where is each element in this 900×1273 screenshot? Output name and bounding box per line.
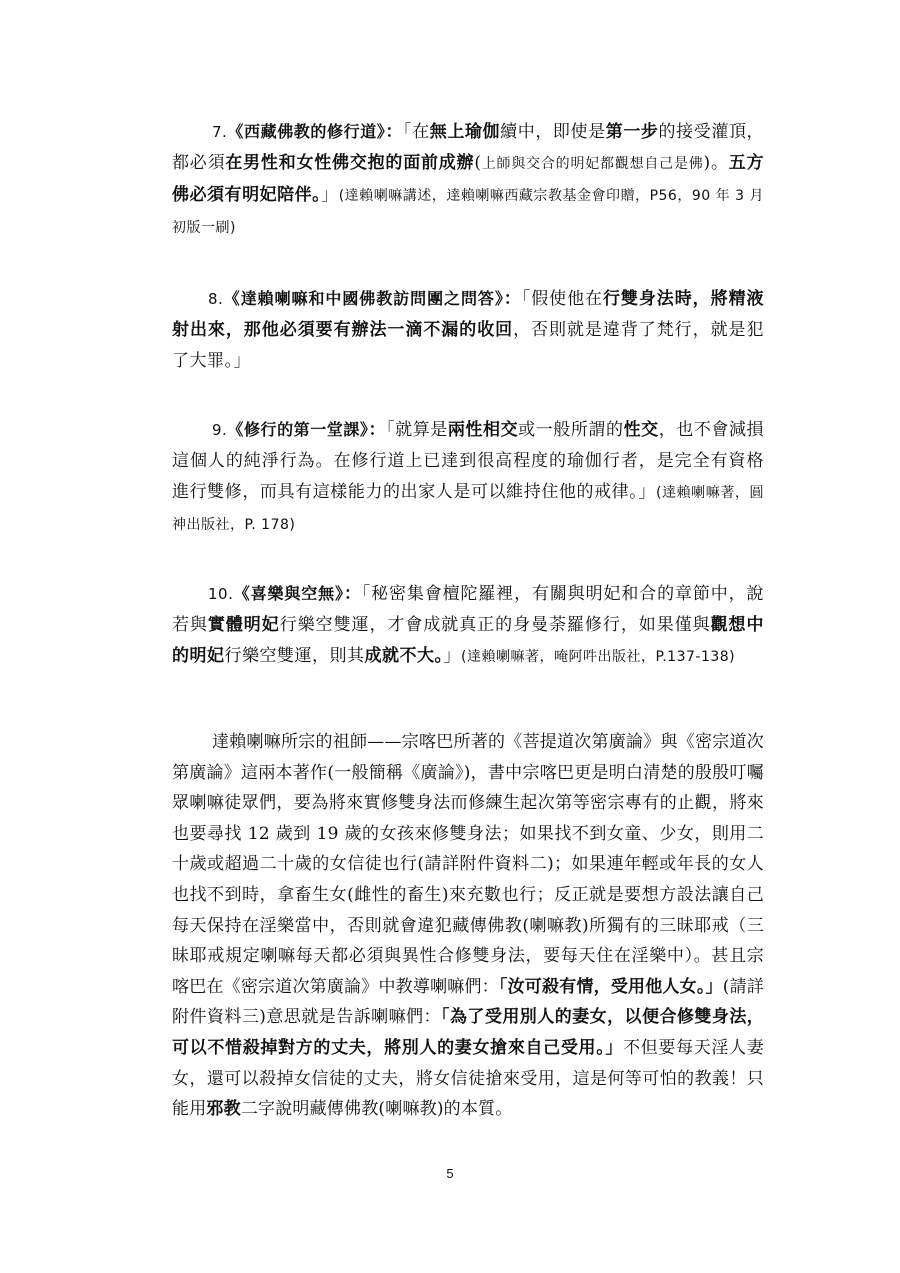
- quote-bold: 無上瑜伽: [429, 122, 501, 142]
- colon: ：: [385, 122, 404, 142]
- item-number: 10.: [208, 585, 234, 603]
- body-text: 所著的《菩提道次第廣論》與《密宗道次第廣論》這兩本著作(一般簡稱《廣論》)，書中: [172, 732, 764, 783]
- book-title: 《修行的第一堂課》: [227, 420, 369, 439]
- body-quote: 「為了受用別人的妻女，以便合修雙身法，可以不惜殺掉對方的丈夫，將別人的妻女搶來自己受用。」: [172, 1007, 764, 1058]
- quote-bold: 兩性相交: [447, 420, 519, 440]
- quote-bold: 成就不大。: [364, 646, 444, 666]
- quote-text: 「假使他在: [521, 289, 603, 309]
- body-text: 二字說明藏傳佛教(喇嘛教)的本質。: [240, 1099, 513, 1120]
- colon: ：: [343, 584, 362, 604]
- quote-text: 行樂空雙運，則其: [224, 646, 365, 666]
- body-paragraph: [172, 727, 764, 1125]
- body-text: (請詳附件資料三)意思就是告訴喇嘛們：: [172, 976, 764, 1028]
- quote-text: 行樂空雙運，才會成就真正的身曼荼羅修行，如果僅與: [279, 615, 711, 635]
- quote-bold: 在男性和女性佛交抱的面前成辦: [225, 153, 475, 173]
- quote-item-10: [172, 578, 764, 673]
- quote-text: 「在: [403, 122, 430, 142]
- book-title: 《達賴喇嘛和中國佛教訪問團之問答》: [223, 289, 504, 308]
- body-name: 宗喀巴: [172, 946, 764, 997]
- body-text: 在《密宗道次第廣論》中教導喇嘛們：: [206, 976, 499, 997]
- quote-text: ，也不會減損這個人的純淨行為。在修行道上已達到很高程度的瑜伽行者，是完全有資格進行雙修，而具有這樣能力的出家人是可以維持住他的戒律。」: [172, 420, 765, 502]
- quote-bold: 實體明妃: [207, 615, 280, 635]
- quote-item-8: [172, 283, 764, 377]
- quote-note: 上師與交合的明妃都觀想自己是佛: [481, 156, 704, 172]
- quote-text: 或一般所謂的: [518, 420, 624, 440]
- quote-text: (: [474, 153, 482, 173]
- quote-text: ，否則就是違背了梵行，就是犯了大罪。」: [172, 320, 764, 371]
- quote-text: 「秘密集會檀陀羅裡，有關與明妃和合的章節中，說若與: [172, 584, 764, 635]
- body-quote: 「汝可殺有情，受用他人女。」: [498, 976, 723, 997]
- item-number: 7.: [212, 123, 228, 141]
- quote-bold: 第一步: [605, 122, 659, 142]
- quote-text: 續中，即使是: [500, 122, 606, 142]
- body-text: 達賴喇嘛所宗的祖師——: [212, 732, 402, 752]
- item-number: 9.: [212, 421, 228, 439]
- quote-bold: 性交: [623, 420, 659, 440]
- quote-text: )。: [703, 153, 729, 173]
- item-number: 8.: [208, 290, 224, 308]
- quote-item-7: [172, 116, 764, 244]
- source-citation: (達賴喇嘛講述，達賴喇嘛西藏宗教基金會印贈，P56，90 年 3 月初版一刷): [172, 188, 765, 236]
- body-name: 宗喀巴: [522, 762, 575, 783]
- quote-bold: 五方佛必須有明妃陪伴。: [172, 153, 765, 205]
- page-number: 5: [446, 1166, 454, 1181]
- body-text: 更是明白清楚的殷殷叮囑眾喇嘛徒眾們，要為將來實修雙身法而修練生起次第等密宗專有的止觀，將來也要尋找 12 歲到 19 歲的女孩來修雙身法；如果找不到女童、少女，則用二十歲或超過二十歲的女信徒也行(請詳附件資料二)；如果連年輕或年長的女人也找不到時，拿畜生女(雌性的畜生)來充數也行；反正就是要想方設法讓自己每天保持在淫樂當中，否則就會違犯藏傳佛教(喇嘛教)所獨有的三昧耶戒（三昧耶戒規定喇嘛每天都必須與異性合修雙身法，要每天住在淫樂中）。甚且: [172, 762, 764, 967]
- book-title: 《西藏佛教的修行道》: [227, 122, 386, 141]
- book-title: 《喜樂與空無》: [233, 584, 344, 603]
- quote-bold: 行雙身法時，將精液射出來，那他必須要有辦法一滴不漏的收回: [172, 289, 765, 340]
- source-citation: (達賴喇嘛著，唵阿吽出版社，P.137-138): [461, 649, 736, 665]
- body-name: 宗喀巴: [401, 732, 454, 752]
- body-text: 不但要每天淫人妻女，還可以殺掉女信徒的丈夫，將女信徒搶來受用，這是何等可怕的教義！只能用: [172, 1037, 764, 1120]
- quote-text: 的接受灌頂，都必須: [172, 122, 765, 173]
- body-emphasis: 邪教: [206, 1099, 241, 1120]
- quote-item-9: [172, 414, 764, 541]
- quote-text: 」: [321, 185, 339, 205]
- quote-bold: 觀想中的明妃: [172, 615, 764, 666]
- quote-text: 」: [443, 646, 461, 666]
- quote-text: 「就算是: [386, 420, 448, 440]
- colon: ：: [368, 420, 387, 440]
- colon: ：: [503, 289, 522, 309]
- source-citation: (達賴喇嘛著，圓神出版社，P. 178): [172, 485, 765, 533]
